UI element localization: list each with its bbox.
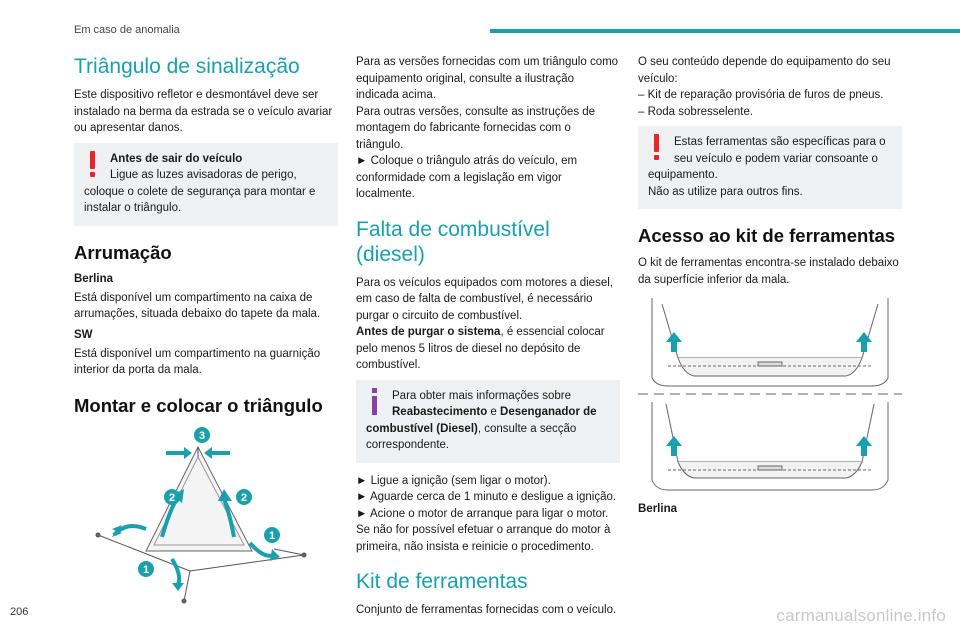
- triangle-title: Triângulo de sinalização: [74, 55, 300, 78]
- warning-icon: [650, 134, 666, 162]
- running-header: Em caso de anomalia: [74, 24, 180, 36]
- tools-title: Kit de ferramentas: [356, 570, 528, 593]
- col2-p3: ► Coloque o triângulo atrás do veículo, em conformidade com a legislação em vigor localmente.: [356, 155, 578, 200]
- column-3: [638, 54, 902, 520]
- warning-box: [74, 143, 338, 226]
- tools-warning-box: [638, 126, 902, 209]
- col2-p2: Para outras versões, consulte as instruções de montagem do fabricante fornecidas com o triângulo.: [356, 105, 596, 151]
- warning-title: Antes de sair do veículo: [110, 152, 243, 165]
- callout-3: 3: [198, 429, 206, 442]
- triangle-illustration: [74, 425, 338, 605]
- tools-warning-text-2: Não as utilize para outros fins.: [648, 185, 803, 198]
- warning-icon: [86, 151, 102, 179]
- callout-1a: 1: [268, 529, 276, 542]
- info-text: Para obter mais informações sobre Reabastecimento e Desenganador de combustível (Diesel), consulte a secção correspondente.: [366, 389, 597, 451]
- info-box: [356, 380, 620, 463]
- storage-title: Arrumação: [74, 241, 172, 263]
- figure-caption: Berlina: [638, 503, 677, 515]
- col3-p1: O seu conteúdo depende do equipamento do seu veículo:: [638, 56, 891, 85]
- tools-item-2: – Roda sobresselente.: [638, 105, 754, 118]
- step-4: Se não for possível efetuar o arranque do motor à primeira, não insista e reinicie o procedimento.: [356, 524, 611, 553]
- tools-text: Conjunto de ferramentas fornecidas com o veículo.: [356, 604, 617, 616]
- warning-text: Ligue as luzes avisadoras de perigo, coloque o colete de segurança para montar e instalar o triângulo.: [84, 169, 316, 214]
- access-text: O kit de ferramentas encontra-se instalado debaixo da superfície inferior da mala.: [638, 257, 899, 286]
- col2-p1: Para as versões fornecidas com um triângulo como equipamento original, consulte a ilustração indicada acima.: [356, 56, 619, 101]
- berlina-text: Está disponível um compartimento na caixa de arrumações, situada debaixo do tapete da mala.: [74, 291, 321, 320]
- column-1: [74, 54, 338, 613]
- access-title: Acesso ao kit de ferramentas: [638, 225, 896, 246]
- sw-label: SW: [74, 328, 93, 341]
- header-accent-bar: [490, 29, 960, 33]
- callout-2a: 2: [168, 491, 176, 504]
- column-2: [356, 54, 620, 624]
- page-number: 206: [10, 606, 29, 618]
- watermark: carmanualsonline.info: [776, 606, 946, 625]
- step-1: ► Ligue a ignição (sem ligar o motor).: [356, 474, 551, 487]
- tools-warning-text: Estas ferramentas são específicas para o seu veículo e podem variar consoante o equipamento.: [648, 136, 886, 181]
- info-icon: [368, 388, 384, 416]
- assemble-title: Montar e colocar o triângulo: [74, 394, 323, 416]
- callout-1b: 1: [142, 563, 150, 576]
- fuel-title: Falta de combustível (diesel): [356, 217, 550, 266]
- sw-text: Está disponível um compartimento na guarnição interior da porta da mala.: [74, 347, 321, 376]
- berlina-label: Berlina: [74, 272, 113, 285]
- fuel-p2: Antes de purgar o sistema, é essencial colocar pelo menos 5 litros de diesel no depósito de combustível.: [356, 326, 605, 371]
- step-3: ► Acione o motor de arranque para ligar o motor.: [356, 507, 609, 520]
- trunk-illustration: [638, 294, 902, 494]
- triangle-intro: Este dispositivo refletor e desmontável deve ser instalado na berma da estrada se o veículo avariar ou apresentar danos.: [74, 89, 333, 134]
- callout-2b: 2: [240, 491, 248, 504]
- fuel-p1: Para os veículos equipados com motores a diesel, em caso de falta de combustível, é necessário purgar o circuito de combustível.: [356, 276, 613, 322]
- tools-item-1: – Kit de reparação provisória de furos de pneus.: [638, 89, 884, 101]
- step-2: ► Aguarde cerca de 1 minuto e desligue a ignição.: [356, 491, 617, 503]
